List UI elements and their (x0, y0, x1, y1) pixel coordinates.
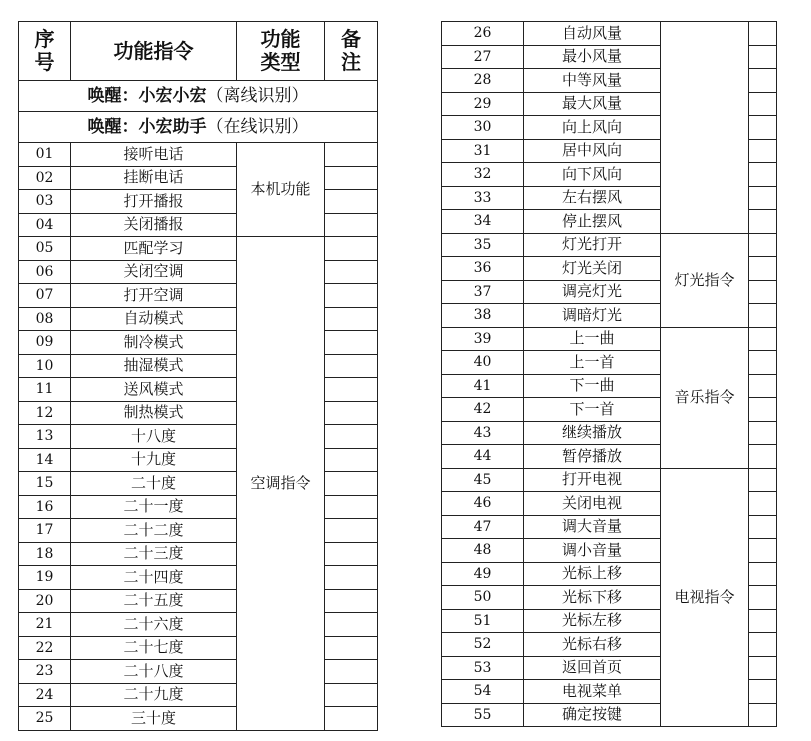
table-row (19, 566, 378, 590)
row-command: 光标上移 (524, 562, 661, 586)
row-note (749, 139, 777, 163)
table-row (19, 190, 378, 214)
wake-mode: （离线识别） (206, 85, 309, 106)
row-command: 自动模式 (71, 307, 237, 331)
row-number: 55 (442, 703, 524, 727)
row-command: 下一首 (524, 398, 661, 422)
row-command: 二十二度 (71, 519, 237, 543)
row-note (749, 45, 777, 69)
row-number: 10 (19, 354, 71, 378)
row-command: 制热模式 (71, 401, 237, 425)
command-table-right (441, 21, 777, 727)
table-row (19, 495, 378, 519)
row-note (325, 190, 378, 214)
table-row (19, 683, 378, 707)
row-command: 左右摆风 (524, 186, 661, 210)
row-command: 关闭电视 (524, 492, 661, 516)
wake-word: 小宏小宏 (138, 85, 207, 106)
header-command: 功能指令 (71, 22, 237, 81)
table-row (19, 613, 378, 637)
row-command: 抽湿模式 (71, 354, 237, 378)
row-number: 02 (19, 166, 71, 190)
table-row (19, 166, 378, 190)
row-number: 52 (442, 633, 524, 657)
row-note (749, 515, 777, 539)
row-type: 音乐指令 (661, 327, 749, 468)
row-note (325, 331, 378, 355)
row-number: 35 (442, 233, 524, 257)
table-row (19, 143, 378, 167)
row-number: 42 (442, 398, 524, 422)
row-type (661, 22, 749, 234)
row-note (749, 116, 777, 140)
row-note (749, 445, 777, 469)
row-note (749, 633, 777, 657)
row-number: 51 (442, 609, 524, 633)
row-note (749, 327, 777, 351)
row-command: 调暗灯光 (524, 304, 661, 328)
row-number: 07 (19, 284, 71, 308)
wake-label: 唤醒： (87, 116, 139, 137)
row-command: 向上风向 (524, 116, 661, 140)
row-command: 二十五度 (71, 589, 237, 613)
row-command: 挂断电话 (71, 166, 237, 190)
row-note (325, 401, 378, 425)
row-type: 本机功能 (237, 143, 325, 237)
table-row (19, 260, 378, 284)
row-number: 36 (442, 257, 524, 281)
row-number: 48 (442, 539, 524, 563)
row-note (749, 233, 777, 257)
row-command: 最小风量 (524, 45, 661, 69)
wake-mode: （在线识别） (206, 116, 309, 137)
header-type-text: 功能 类型 (260, 27, 301, 74)
row-command: 上一首 (524, 351, 661, 375)
row-note (749, 492, 777, 516)
table-row (19, 589, 378, 613)
row-number: 03 (19, 190, 71, 214)
row-command: 光标右移 (524, 633, 661, 657)
row-number: 50 (442, 586, 524, 610)
row-command: 关闭播报 (71, 213, 237, 237)
row-number: 19 (19, 566, 71, 590)
row-command: 三十度 (71, 707, 237, 731)
table-row (19, 237, 378, 261)
row-number: 12 (19, 401, 71, 425)
wake-cell (19, 81, 378, 112)
row-note (325, 284, 378, 308)
row-note (325, 448, 378, 472)
row-command: 继续播放 (524, 421, 661, 445)
row-number: 31 (442, 139, 524, 163)
row-note (749, 186, 777, 210)
row-note (749, 304, 777, 328)
row-command: 二十四度 (71, 566, 237, 590)
row-command: 匹配学习 (71, 237, 237, 261)
row-number: 09 (19, 331, 71, 355)
row-note (749, 92, 777, 116)
row-number: 28 (442, 69, 524, 93)
row-command: 二十六度 (71, 613, 237, 637)
row-note (749, 562, 777, 586)
row-number: 49 (442, 562, 524, 586)
row-note (325, 354, 378, 378)
row-number: 22 (19, 636, 71, 660)
table-row (19, 354, 378, 378)
wake-row-online (19, 112, 378, 143)
row-note (325, 143, 378, 167)
row-number: 27 (442, 45, 524, 69)
row-note (749, 609, 777, 633)
row-number: 20 (19, 589, 71, 613)
row-type: 电视指令 (661, 468, 749, 727)
row-note (749, 398, 777, 422)
row-command: 灯光关闭 (524, 257, 661, 281)
row-note (749, 280, 777, 304)
row-note (749, 468, 777, 492)
row-note (749, 22, 777, 46)
row-number: 11 (19, 378, 71, 402)
row-command: 二十九度 (71, 683, 237, 707)
row-command: 调小音量 (524, 539, 661, 563)
table-row (442, 327, 777, 351)
row-note (325, 519, 378, 543)
row-note (325, 472, 378, 496)
row-number: 08 (19, 307, 71, 331)
wake-label: 唤醒： (87, 85, 139, 106)
row-note (325, 425, 378, 449)
row-note (325, 589, 378, 613)
row-number: 17 (19, 519, 71, 543)
row-command: 打开播报 (71, 190, 237, 214)
table-row (19, 401, 378, 425)
row-number: 30 (442, 116, 524, 140)
row-note (325, 166, 378, 190)
row-number: 54 (442, 680, 524, 704)
command-table-left (18, 21, 378, 731)
row-command: 送风模式 (71, 378, 237, 402)
row-command: 十九度 (71, 448, 237, 472)
row-command: 暂停播放 (524, 445, 661, 469)
row-type: 空调指令 (237, 237, 325, 731)
table-row (442, 22, 777, 46)
row-note (325, 260, 378, 284)
row-number: 16 (19, 495, 71, 519)
row-number: 25 (19, 707, 71, 731)
row-command: 自动风量 (524, 22, 661, 46)
wake-row-offline (19, 81, 378, 112)
row-command: 二十度 (71, 472, 237, 496)
table-row (19, 448, 378, 472)
row-number: 05 (19, 237, 71, 261)
row-command: 停止摆风 (524, 210, 661, 234)
row-number: 04 (19, 213, 71, 237)
row-note (325, 495, 378, 519)
row-number: 43 (442, 421, 524, 445)
row-command: 向下风向 (524, 163, 661, 187)
header-seq-text: 序 号 (34, 27, 55, 74)
row-number: 44 (442, 445, 524, 469)
row-number: 37 (442, 280, 524, 304)
row-number: 41 (442, 374, 524, 398)
row-command: 二十八度 (71, 660, 237, 684)
row-note (749, 374, 777, 398)
row-command: 调亮灯光 (524, 280, 661, 304)
row-command: 下一曲 (524, 374, 661, 398)
table-row (19, 519, 378, 543)
row-note (749, 69, 777, 93)
table-row (19, 660, 378, 684)
row-number: 38 (442, 304, 524, 328)
header-note-text: 备 注 (341, 27, 361, 74)
table-row (19, 213, 378, 237)
row-number: 29 (442, 92, 524, 116)
row-command: 制冷模式 (71, 331, 237, 355)
row-number: 33 (442, 186, 524, 210)
row-note (749, 703, 777, 727)
row-command: 中等风量 (524, 69, 661, 93)
row-command: 光标左移 (524, 609, 661, 633)
row-command: 返回首页 (524, 656, 661, 680)
row-command: 关闭空调 (71, 260, 237, 284)
row-note (325, 213, 378, 237)
row-number: 13 (19, 425, 71, 449)
row-note (749, 163, 777, 187)
row-note (749, 421, 777, 445)
row-number: 23 (19, 660, 71, 684)
table-row (19, 542, 378, 566)
row-number: 53 (442, 656, 524, 680)
row-note (749, 210, 777, 234)
row-note (325, 542, 378, 566)
row-command: 打开空调 (71, 284, 237, 308)
row-command: 最大风量 (524, 92, 661, 116)
row-note (749, 680, 777, 704)
row-number: 21 (19, 613, 71, 637)
row-note (749, 351, 777, 375)
row-command: 二十七度 (71, 636, 237, 660)
row-command: 接听电话 (71, 143, 237, 167)
row-command: 十八度 (71, 425, 237, 449)
table-row (19, 472, 378, 496)
row-note (325, 307, 378, 331)
row-command: 灯光打开 (524, 233, 661, 257)
row-number: 32 (442, 163, 524, 187)
row-command: 打开电视 (524, 468, 661, 492)
row-number: 15 (19, 472, 71, 496)
table-row (19, 707, 378, 731)
row-number: 47 (442, 515, 524, 539)
row-command: 光标下移 (524, 586, 661, 610)
table-header-row (19, 22, 378, 81)
row-note (325, 566, 378, 590)
table-row (19, 284, 378, 308)
row-command: 二十三度 (71, 542, 237, 566)
table-row (19, 425, 378, 449)
wake-cell (19, 112, 378, 143)
row-number: 24 (19, 683, 71, 707)
row-note (325, 707, 378, 731)
row-number: 45 (442, 468, 524, 492)
row-command: 上一曲 (524, 327, 661, 351)
row-number: 18 (19, 542, 71, 566)
row-note (325, 636, 378, 660)
row-note (749, 257, 777, 281)
table-row (19, 307, 378, 331)
table-row (19, 378, 378, 402)
row-note (325, 378, 378, 402)
row-note (325, 683, 378, 707)
row-number: 34 (442, 210, 524, 234)
row-command: 二十一度 (71, 495, 237, 519)
row-command: 确定按键 (524, 703, 661, 727)
row-number: 01 (19, 143, 71, 167)
row-note (325, 237, 378, 261)
table-row (442, 468, 777, 492)
row-command: 居中风向 (524, 139, 661, 163)
row-note (749, 539, 777, 563)
header-note (325, 22, 378, 81)
row-command: 电视菜单 (524, 680, 661, 704)
wake-word: 小宏助手 (138, 116, 207, 137)
table-row (19, 636, 378, 660)
row-command: 调大音量 (524, 515, 661, 539)
header-seq (19, 22, 71, 81)
row-number: 26 (442, 22, 524, 46)
row-number: 06 (19, 260, 71, 284)
row-number: 14 (19, 448, 71, 472)
row-note (325, 660, 378, 684)
row-note (749, 656, 777, 680)
table-row (442, 233, 777, 257)
table-row (19, 331, 378, 355)
row-note (325, 613, 378, 637)
row-type: 灯光指令 (661, 233, 749, 327)
header-type (237, 22, 325, 81)
row-note (749, 586, 777, 610)
row-number: 39 (442, 327, 524, 351)
row-number: 40 (442, 351, 524, 375)
row-number: 46 (442, 492, 524, 516)
